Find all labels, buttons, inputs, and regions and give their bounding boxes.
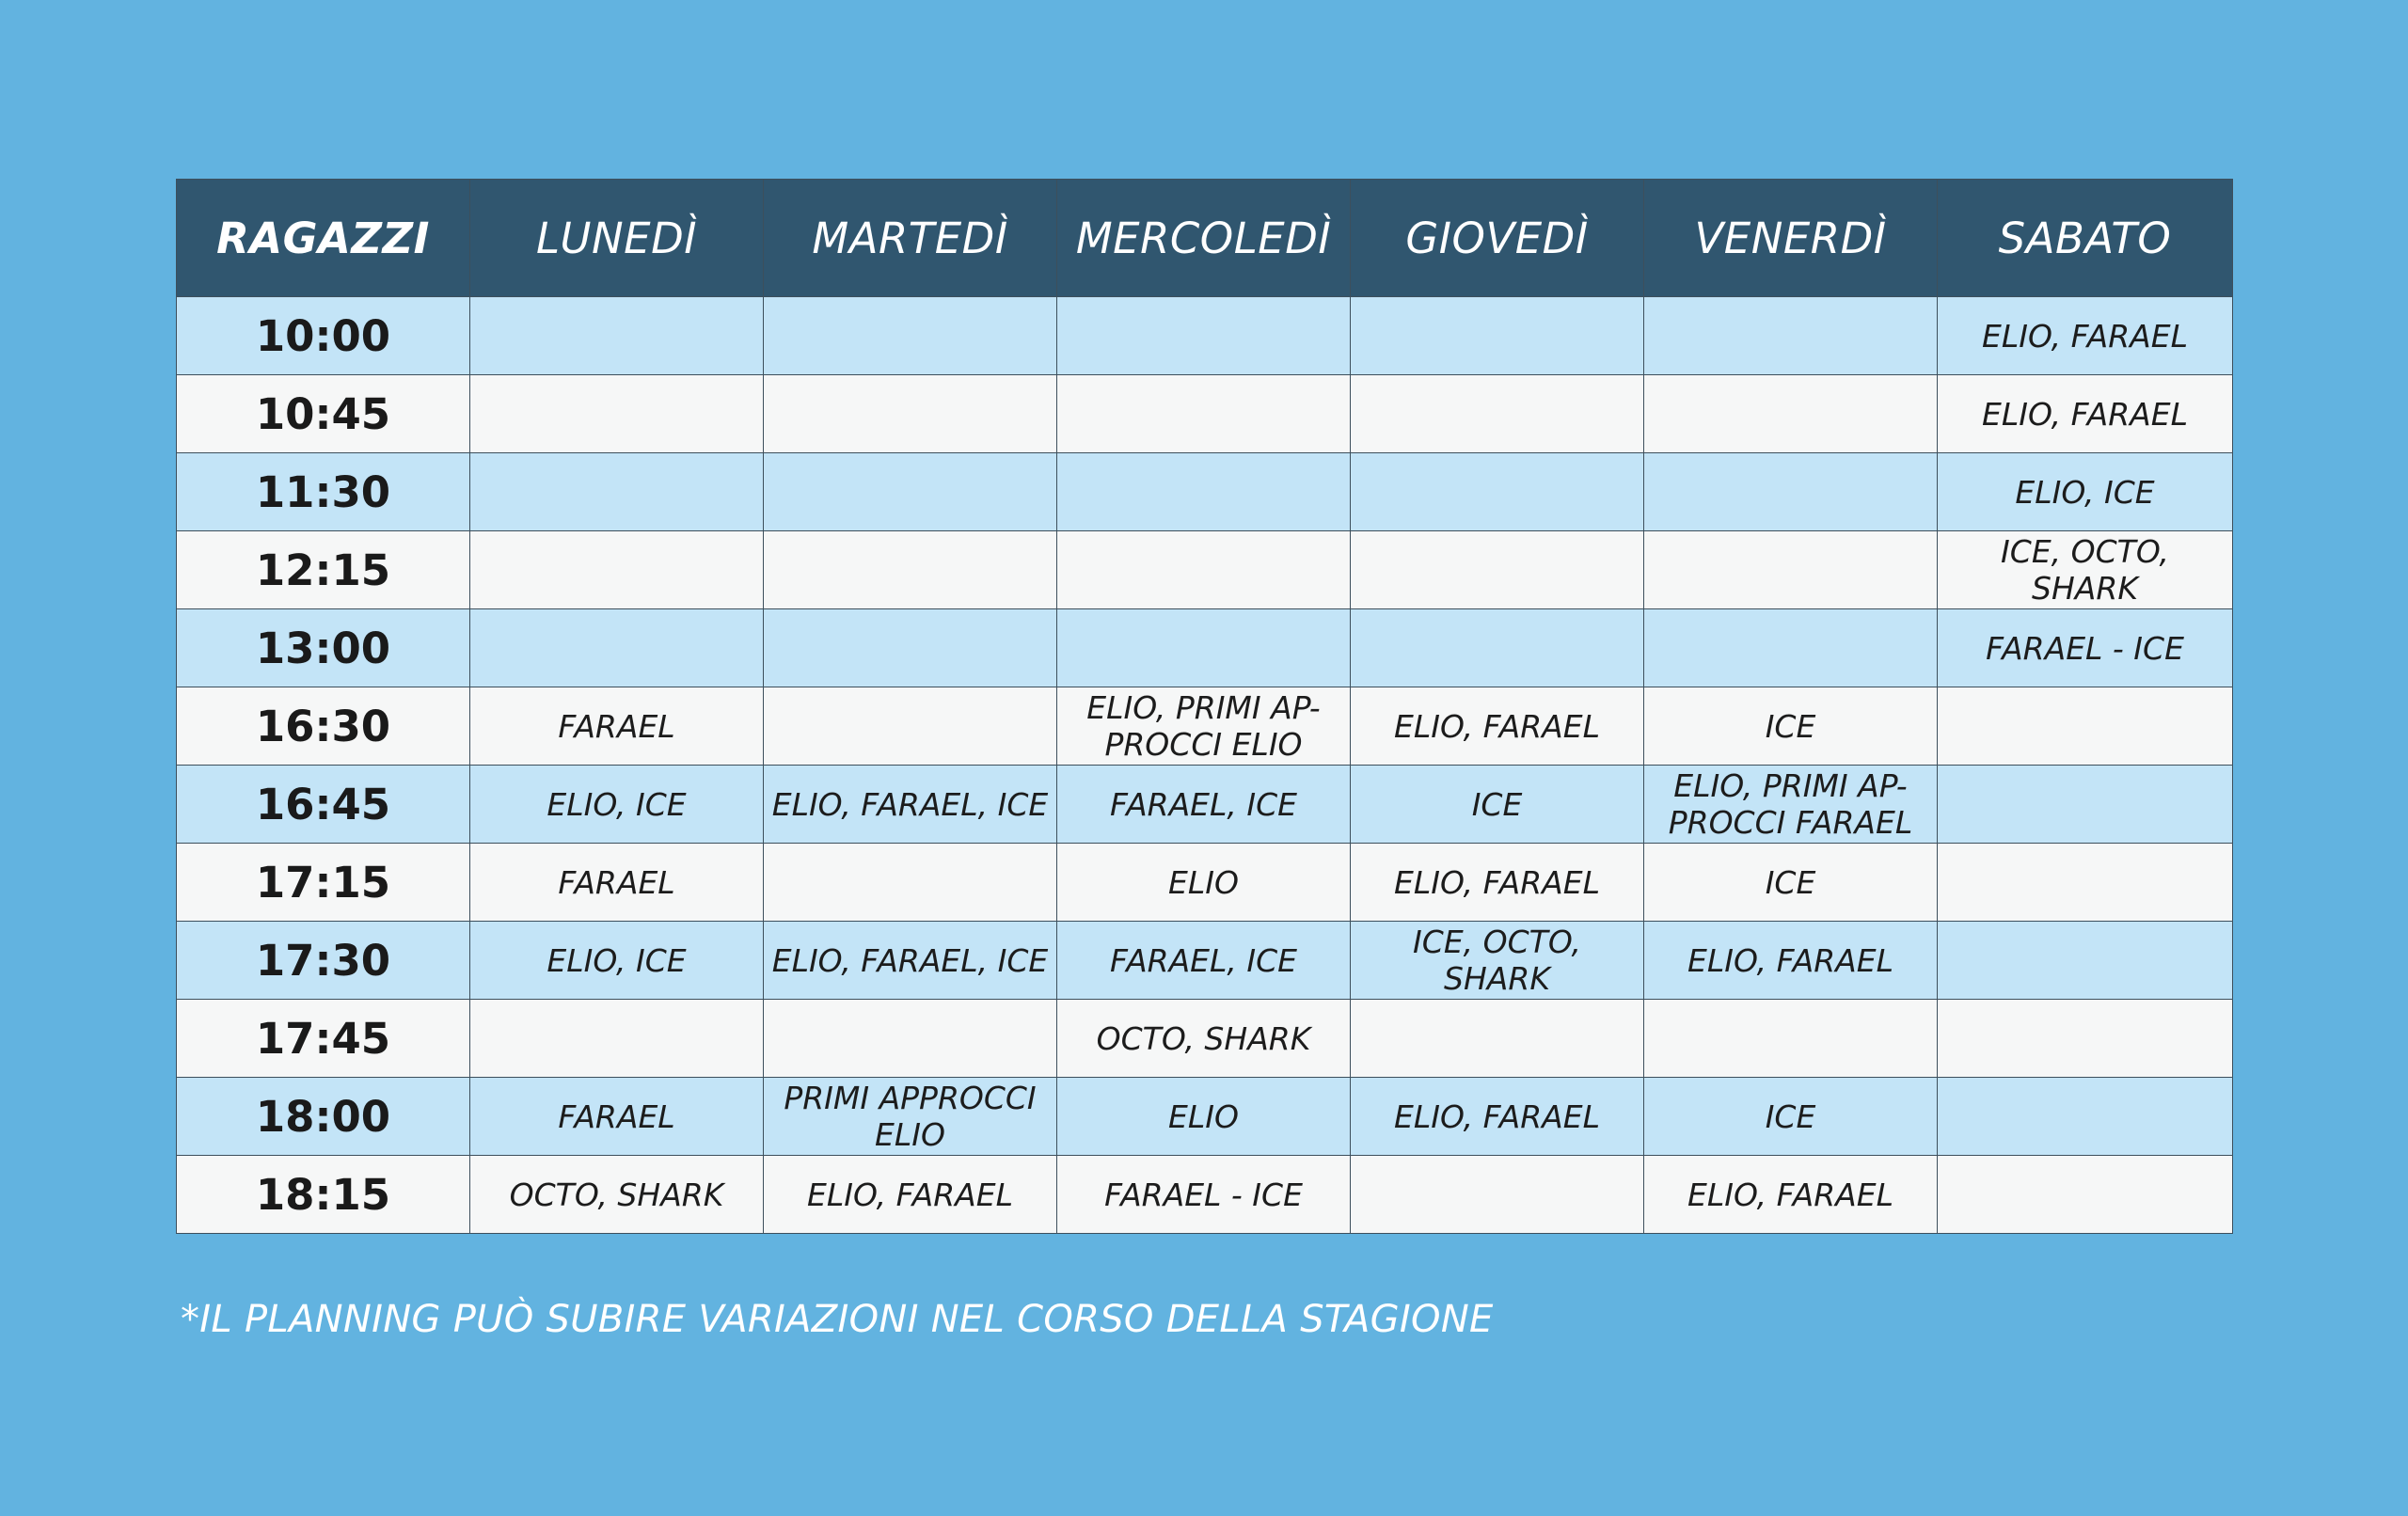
- schedule-cell: ELIO, ICE: [470, 922, 764, 1000]
- schedule-cell: [764, 1000, 1057, 1078]
- schedule-cell: PRIMI APPROCCI ELIO: [764, 1078, 1057, 1156]
- header-lunedi: LUNEDÌ: [470, 180, 764, 297]
- schedule-cell: [470, 1000, 764, 1078]
- schedule-cell: [1938, 1000, 2233, 1078]
- schedule-cell: [1351, 297, 1644, 375]
- schedule-cell: [1057, 531, 1351, 609]
- table-row: [177, 609, 2233, 687]
- schedule-cell: [764, 297, 1057, 375]
- schedule-cell: ICE, OCTO, SHARK: [1351, 922, 1644, 1000]
- time-cell: 17:30: [177, 922, 470, 1000]
- schedule-cell: [1351, 1000, 1644, 1078]
- time-cell: 18:15: [177, 1156, 470, 1234]
- header-giovedi: GIOVEDÌ: [1351, 180, 1644, 297]
- schedule-cell: ELIO, ICE: [470, 766, 764, 844]
- table-row: [177, 453, 2233, 531]
- schedule-cell: [764, 844, 1057, 922]
- schedule-cell: ELIO, FARAEL: [1351, 687, 1644, 766]
- schedule-cell: ELIO: [1057, 1078, 1351, 1156]
- schedule-cell: [470, 375, 764, 453]
- table-row: [177, 1078, 2233, 1156]
- schedule-cell: [1644, 531, 1938, 609]
- schedule-cell: [1351, 609, 1644, 687]
- schedule-cell: FARAEL: [470, 687, 764, 766]
- schedule-cell: [470, 297, 764, 375]
- schedule-cell: [1938, 922, 2233, 1000]
- time-cell: 10:45: [177, 375, 470, 453]
- schedule-cell: FARAEL - ICE: [1057, 1156, 1351, 1234]
- schedule-cell: ELIO, FARAEL: [764, 1156, 1057, 1234]
- table-row: [177, 531, 2233, 609]
- schedule-cell: ELIO, PRIMI AP- PROCCI ELIO: [1057, 687, 1351, 766]
- schedule-cell: ICE, OCTO, SHARK: [1938, 531, 2233, 609]
- time-cell: 10:00: [177, 297, 470, 375]
- schedule-cell: [1057, 609, 1351, 687]
- schedule-cell: [1351, 531, 1644, 609]
- schedule-cell: ELIO, FARAEL, ICE: [764, 922, 1057, 1000]
- schedule-cell: [1057, 297, 1351, 375]
- header-ragazzi: RAGAZZI: [177, 180, 470, 297]
- time-cell: 16:45: [177, 766, 470, 844]
- schedule-cell: [470, 609, 764, 687]
- schedule-cell: [1938, 1078, 2233, 1156]
- schedule-cell: [1938, 766, 2233, 844]
- time-cell: 13:00: [177, 609, 470, 687]
- schedule-cell: [470, 453, 764, 531]
- schedule-cell: ELIO, PRIMI AP- PROCCI FARAEL: [1644, 766, 1938, 844]
- table-row: [177, 687, 2233, 766]
- schedule-cell: FARAEL: [470, 844, 764, 922]
- schedule-cell: FARAEL - ICE: [1938, 609, 2233, 687]
- schedule-cell: ELIO, FARAEL: [1644, 922, 1938, 1000]
- schedule-cell: ICE: [1644, 844, 1938, 922]
- schedule-cell: [1057, 375, 1351, 453]
- time-cell: 12:15: [177, 531, 470, 609]
- table-row: [177, 844, 2233, 922]
- header-sabato: SABATO: [1938, 180, 2233, 297]
- table-row: [177, 297, 2233, 375]
- schedule-cell: ICE: [1644, 1078, 1938, 1156]
- schedule-cell: ELIO, ICE: [1938, 453, 2233, 531]
- schedule-cell: [1351, 453, 1644, 531]
- schedule-cell: [1644, 297, 1938, 375]
- table-row: [177, 375, 2233, 453]
- table-row: [177, 922, 2233, 1000]
- schedule-cell: ICE: [1351, 766, 1644, 844]
- schedule-cell: ELIO, FARAEL, ICE: [764, 766, 1057, 844]
- schedule-cell: ELIO, FARAEL: [1644, 1156, 1938, 1234]
- schedule-cell: [1057, 453, 1351, 531]
- schedule-cell: ELIO, FARAEL: [1938, 375, 2233, 453]
- time-cell: 16:30: [177, 687, 470, 766]
- planning-note: *IL PLANNING PUÒ SUBIRE VARIAZIONI NEL CORSO DELLA STAGIONE: [181, 1298, 1494, 1341]
- schedule-cell: ELIO, FARAEL: [1351, 844, 1644, 922]
- schedule-cell: [1644, 1000, 1938, 1078]
- schedule-table: [176, 179, 2233, 1234]
- time-cell: 18:00: [177, 1078, 470, 1156]
- time-cell: 11:30: [177, 453, 470, 531]
- schedule-cell: [1351, 1156, 1644, 1234]
- time-cell: 17:45: [177, 1000, 470, 1078]
- schedule-cell: [1938, 1156, 2233, 1234]
- header-row: [177, 180, 2233, 297]
- time-cell: 17:15: [177, 844, 470, 922]
- header-venerdi: VENERDÌ: [1644, 180, 1938, 297]
- schedule-cell: ICE: [1644, 687, 1938, 766]
- schedule-body: [177, 297, 2233, 1234]
- schedule-cell: [1938, 687, 2233, 766]
- schedule-cell: [470, 531, 764, 609]
- schedule-cell: [1644, 453, 1938, 531]
- table-row: [177, 1156, 2233, 1234]
- schedule-cell: ELIO, FARAEL: [1351, 1078, 1644, 1156]
- schedule-cell: ELIO, FARAEL: [1938, 297, 2233, 375]
- schedule-cell: [1644, 375, 1938, 453]
- schedule-cell: FARAEL, ICE: [1057, 766, 1351, 844]
- schedule-cell: ELIO: [1057, 844, 1351, 922]
- schedule-cell: OCTO, SHARK: [1057, 1000, 1351, 1078]
- header-mercoledi: MERCOLEDÌ: [1057, 180, 1351, 297]
- header-martedi: MARTEDÌ: [764, 180, 1057, 297]
- schedule-cell: OCTO, SHARK: [470, 1156, 764, 1234]
- schedule-cell: FARAEL: [470, 1078, 764, 1156]
- schedule-cell: [764, 687, 1057, 766]
- schedule-cell: [764, 453, 1057, 531]
- table-row: [177, 766, 2233, 844]
- schedule-cell: FARAEL, ICE: [1057, 922, 1351, 1000]
- schedule-cell: [764, 375, 1057, 453]
- schedule-cell: [1644, 609, 1938, 687]
- table-row: [177, 1000, 2233, 1078]
- schedule-cell: [764, 531, 1057, 609]
- schedule-cell: [1351, 375, 1644, 453]
- schedule-cell: [1938, 844, 2233, 922]
- schedule-cell: [764, 609, 1057, 687]
